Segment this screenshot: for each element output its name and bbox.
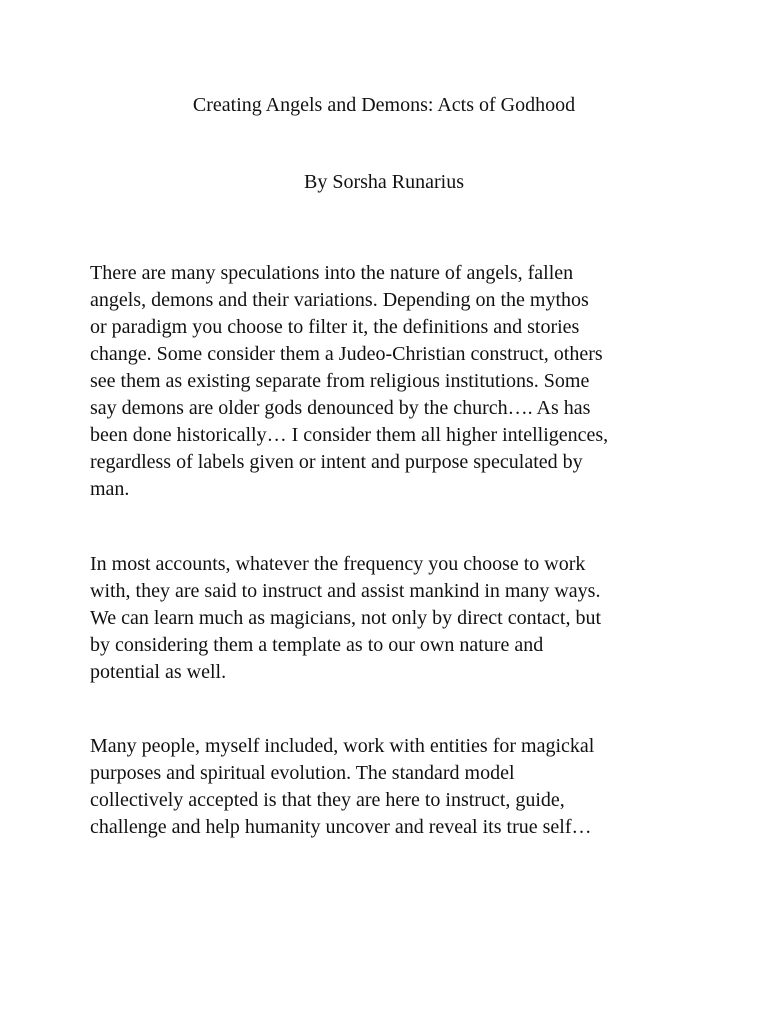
paragraph-line: purposes and spiritual evolution. The standard model [90, 762, 515, 784]
paragraph-line: We can learn much as magicians, not only by direct contact, but [90, 607, 601, 629]
document-title: Creating Angels and Demons: Acts of Godhood [192, 94, 576, 116]
paragraph-line: see them as existing separate from religious institutions. Some [90, 370, 590, 392]
paragraph-line: say demons are older gods denounced by the church…. As has [90, 397, 591, 419]
document-byline: By Sorsha Runarius [304, 171, 464, 193]
paragraph-line: been done historically… I consider them all higher intelligences, [90, 424, 609, 446]
paragraph-line: regardless of labels given or intent and purpose speculated by [90, 451, 583, 473]
paragraph-line: change. Some consider them a Judeo-Christian construct, others [90, 343, 603, 365]
paragraph-1 [90, 260, 680, 503]
paragraph-line: or paradigm you choose to filter it, the definitions and stories [90, 316, 580, 338]
paragraph-line: collectively accepted is that they are here to instruct, guide, [90, 789, 565, 811]
paragraph-line: man. [90, 478, 130, 500]
paragraph-line: potential as well. [90, 661, 227, 683]
paragraph-line: Many people, myself included, work with entities for magickal [90, 735, 595, 757]
paragraph-line: angels, demons and their variations. Depending on the mythos [90, 289, 589, 311]
paragraph-line: In most accounts, whatever the frequency you choose to work [90, 553, 586, 575]
paragraph-3 [90, 733, 680, 841]
paragraph-2 [90, 551, 680, 686]
paragraph-line: by considering them a template as to our own nature and [90, 634, 544, 656]
paragraph-line: There are many speculations into the nature of angels, fallen [90, 262, 574, 284]
paragraph-line: with, they are said to instruct and assist mankind in many ways. [90, 580, 601, 602]
paragraph-line: challenge and help humanity uncover and reveal its true self… [90, 816, 592, 838]
